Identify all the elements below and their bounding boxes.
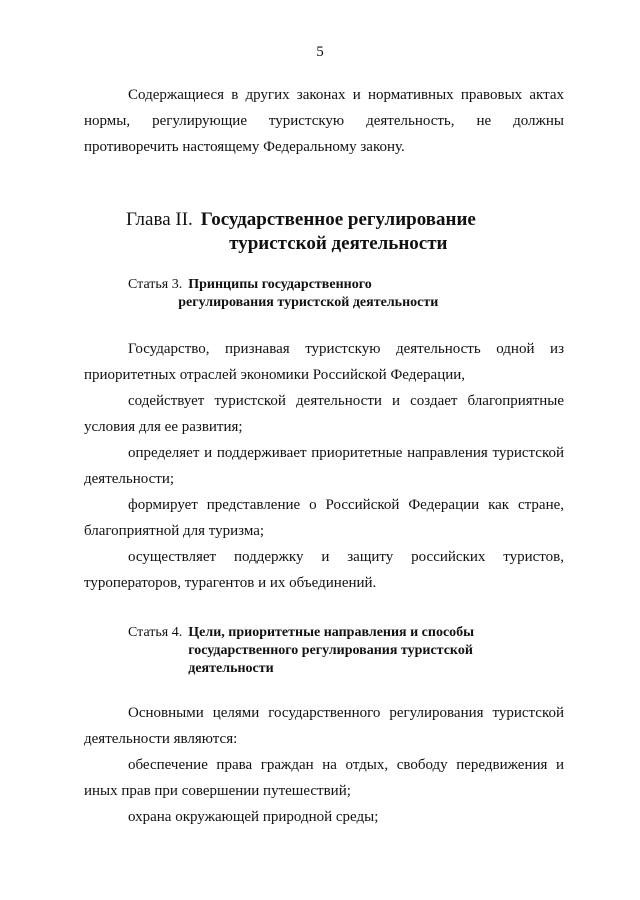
article-4-paragraph-2: обеспечение права граждан на отдых, свободу передвижения и иных прав при совершении путешествий; <box>84 757 564 799</box>
article-3-heading <box>84 276 564 312</box>
article-3-paragraph-3: определяет и поддерживает приоритетные направления туристской деятельности; <box>84 445 564 487</box>
chapter-title-line-1: Государственное регулирование <box>200 209 476 230</box>
article-4-title-line-3: деятельности <box>188 661 274 676</box>
intro-paragraph: Содержащиеся в других законах и нормативных правовых актах нормы, регулирующие туристскую деятельность, не должны противоречить настоящему Федеральному закону. <box>84 87 564 155</box>
article-3-paragraph-2: содействует туристской деятельности и создает благоприятные условия для ее развития; <box>84 393 564 435</box>
chapter-title <box>193 208 476 256</box>
article-4-paragraph-1: Основными целями государственного регулирования туристской деятельности являются: <box>84 705 564 747</box>
chapter-heading <box>84 208 564 256</box>
article-4-label: Статья 4. <box>128 625 183 640</box>
article-4-title-line-1: Цели, приоритетные направления и способы <box>188 625 475 640</box>
article-3-title <box>178 276 439 312</box>
article-3-title-line-2: регулирования туристской деятельности <box>178 295 439 310</box>
page-content <box>84 82 564 830</box>
chapter-label: Глава II. <box>126 209 193 230</box>
article-4-heading <box>84 624 564 678</box>
article-4-paragraph-3: охрана окружающей природной среды; <box>128 809 379 825</box>
chapter-title-line-2: туристской деятельности <box>229 233 448 254</box>
article-3-title-line-1: Принципы государственного <box>188 277 372 292</box>
article-3-paragraph-5: осуществляет поддержку и защиту российских туристов, туроператоров, турагентов и их объединений. <box>84 549 564 591</box>
article-3-paragraph-4: формирует представление о Российской Федерации как стране, благоприятной для туризма; <box>84 497 564 539</box>
article-4-title <box>182 624 474 678</box>
article-3-paragraph-1: Государство, признавая туристскую деятельность одной из приоритетных отраслей экономики Российской Федерации, <box>84 341 564 383</box>
article-3-label: Статья 3. <box>128 277 183 292</box>
page-number: 5 <box>316 44 324 60</box>
article-4-title-line-2: государственного регулирования туристской <box>188 643 473 658</box>
